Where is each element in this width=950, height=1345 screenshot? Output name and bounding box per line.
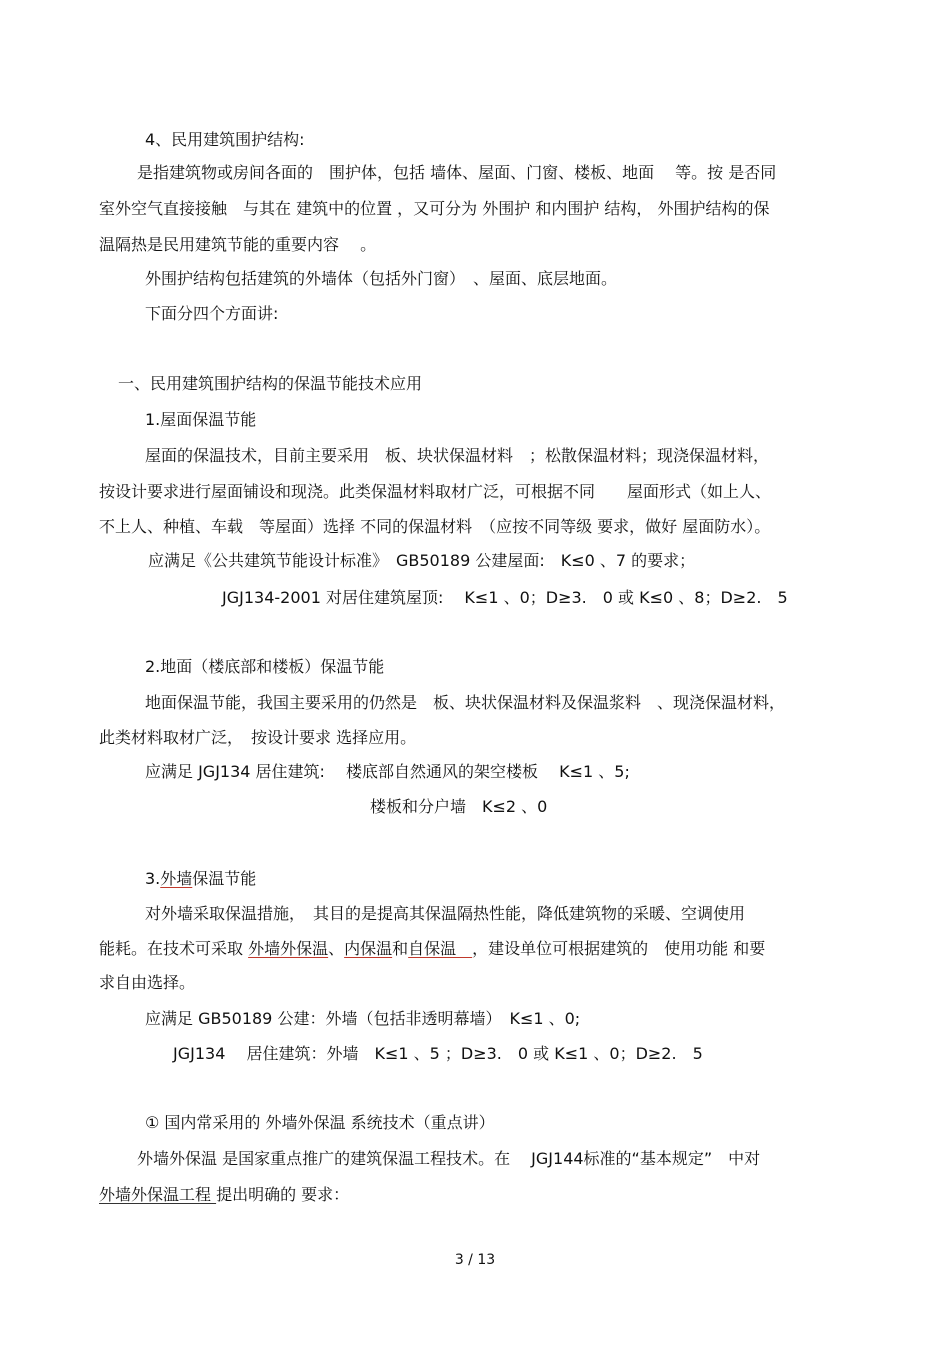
paragraph-line: 不上人、种植、车载 等屋面）选择 不同的保温材料 （应按不同等级 要求，做好 屋面防水）。 — [99, 517, 771, 536]
requirement-line: JGJ134 居住建筑：外墙 K≤1 、5 ；D≥3. 0 或 K≤1 、0；D≥2. 5 — [173, 1044, 703, 1063]
underlined-term: 内保温 — [344, 939, 393, 958]
paragraph-line: 地面保温节能，我国主要采用的仍然是 板、块状保温材料及保温浆料 、现浇保温材料， — [145, 693, 786, 712]
text-span: ，建设单位可根据建筑的 使用功能 和要 — [472, 939, 766, 958]
paragraph-line — [99, 1185, 349, 1205]
paragraph-line: 对外墙采取保温措施， 其目的是提高其保温隔热性能，降低建筑物的采暖、空调使用 — [145, 904, 746, 923]
paragraph-line: 此类材料取材广泛， 按设计要求 选择应用。 — [99, 728, 417, 747]
paragraph-line — [99, 939, 765, 959]
paragraph-line: 求自由选择。 — [99, 973, 196, 992]
text-span: 、 — [328, 939, 345, 958]
underlined-term: 自保温 — [408, 939, 473, 958]
paragraph-line: 外围护结构包括建筑的外墙体（包括外门窗） 、屋面、底层地面。 — [145, 269, 618, 288]
requirement-line: 应满足 JGJ134 居住建筑: 楼底部自然通风的架空楼板 K≤1 、5; — [145, 762, 630, 781]
requirement-line: JGJ134-2001 对居住建筑屋顶: K≤1 、0；D≥3. 0 或 K≤0 、8；D≥2. 5 — [222, 588, 788, 607]
text-span: 提出明确的 要求： — [216, 1185, 350, 1204]
subsection-heading: 1.屋面保温节能 — [145, 410, 257, 429]
part-heading: 一、民用建筑围护结构的保温节能技术应用 — [118, 374, 423, 393]
paragraph-line: 室外空气直接接触 与其在 建筑中的位置 ，又可分为 外围护 和内围护 结构， 外围护结构的保 — [99, 199, 770, 218]
underlined-term: 外墙 — [160, 869, 193, 888]
underlined-term: 外墙外保温 — [248, 939, 329, 958]
subsection-heading — [145, 869, 256, 889]
paragraph-line: 是指建筑物或房间各面的 围护体，包括 墙体、屋面、门窗、楼板、地面 等。按 是否同 — [137, 163, 777, 182]
subsection-heading: ① 国内常采用的 外墙外保温 系统技术（重点讲） — [145, 1113, 495, 1132]
requirement-line: 楼板和分户墙 K≤2 、0 — [370, 797, 548, 816]
paragraph-line: 外墙外保温 是国家重点推广的建筑保温工程技术。在 JGJ144标准的“基本规定” 中对 — [137, 1149, 761, 1168]
paragraph-line: 按设计要求进行屋面铺设和现浇。此类保温材料取材广泛，可根据不同 屋面形式（如上人、 — [99, 482, 772, 501]
text-span: 和 — [392, 939, 409, 958]
section-heading: 4、民用建筑围护结构: — [145, 130, 305, 149]
page-number: 3 / 13 — [454, 1252, 496, 1268]
requirement-line: 应满足 GB50189 公建：外墙（包括非透明幕墙） K≤1 、0; — [145, 1009, 581, 1028]
heading-number: 3. — [145, 869, 161, 888]
paragraph-line: 屋面的保温技术，目前主要采用 板、块状保温材料 ；松散保温材料；现浇保温材料， — [145, 446, 770, 465]
subsection-heading: 2.地面（楼底部和楼板）保温节能 — [145, 657, 385, 676]
text-span: 能耗。在技术可采取 — [99, 939, 249, 958]
underlined-term: 外墙外保温工程 — [99, 1185, 217, 1204]
requirement-line: 应满足《公共建筑节能设计标准》 GB50189 公建屋面: K≤0 、7 的要求； — [148, 551, 696, 570]
paragraph-line: 温隔热是民用建筑节能的重要内容 。 — [99, 235, 377, 254]
paragraph-line: 下面分四个方面讲: — [145, 304, 279, 323]
heading-text: 保温节能 — [192, 869, 257, 888]
